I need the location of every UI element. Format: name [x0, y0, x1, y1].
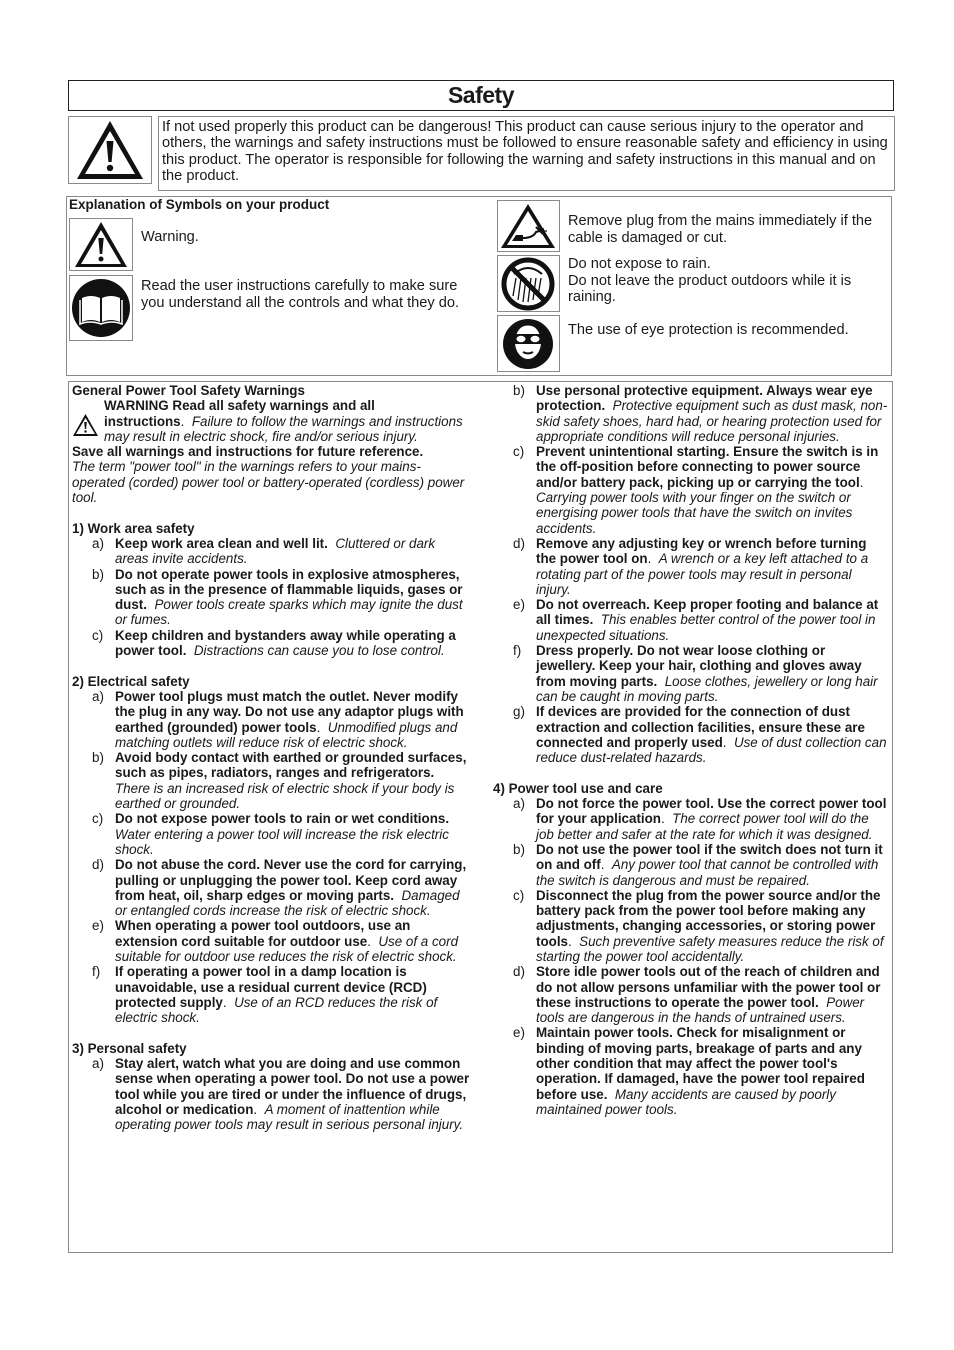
general-warning-line2: instructions. Failure to follow the warnings and instructions may result in electric shock, fire and/or serious injury. — [104, 413, 463, 444]
term-definition: The term "power tool" in the warnings refers to your mains-operated (corded) power tool or battery-operated (cordless) power tool. — [72, 459, 465, 506]
list-item: g) If devices are provided for the connection of dust extraction and collection facilities, ensure these are connected and properly used. Use of dust collection can reduce dust-related hazards. — [513, 704, 887, 766]
general-warning-bold: instructions — [104, 413, 181, 429]
warning-symbol-text: Warning. — [141, 229, 199, 245]
list-item: b) Do not use the power tool if the switch does not turn it on and off. Any power tool that cannot be controlled with the switch is dangerous and must be repaired. — [513, 841, 883, 888]
page-title: Safety — [447, 82, 515, 108]
list-item: a) Keep work area clean and well lit. Cluttered or dark areas invite accidents. — [92, 535, 436, 567]
list-item: c) Prevent unintentional starting. Ensure the switch is in the off-position before connecting to power source and/or battery pack, picking up or carrying the tool. Carrying power tools with your finger on the switch or energising power tools that have the switch on invites accidents. — [513, 444, 879, 536]
no-rain-text-2: Do not leave the product outdoors while it is raining. — [568, 272, 852, 305]
no-rain-text-1: Do not expose to rain. — [568, 256, 711, 272]
warning-symbol-icon — [69, 218, 133, 271]
list-item: c) Keep children and bystanders away while operating a power tool. Distractions can cause you to lose control. — [92, 627, 456, 659]
read-manual-icon — [69, 275, 133, 341]
no-rain-icon — [497, 255, 560, 312]
list-item: b) Avoid body contact with earthed or grounded surfaces, such as pipes, radiators, ranges and refrigerators. There is an increased risk of electric shock if your body is earthed or grounded. — [92, 750, 467, 812]
list-item: e) When operating a power tool outdoors, use an extension cord suitable for outdoor use. Use of a cord suitable for outdoor use reduces the risk of electric shock. — [92, 918, 459, 964]
left-column — [72, 383, 472, 1133]
list-item: d) Remove any adjusting key or wrench before turning the power tool on. A wrench or a key left attached to a rotating part of the power tools may result in personal injury. — [513, 535, 869, 597]
remove-plug-text: Remove plug from the mains immediately if the cable is damaged or cut. — [568, 213, 873, 246]
list-item: d) Do not abuse the cord. Never use the cord for carrying, pulling or unplugging the power tool. Keep cord away from heat, oil, sharp edges or moving parts. Damaged or entangled cords increase the risk of electric shock. — [92, 857, 467, 919]
list-item: e) Do not overreach. Keep proper footing and balance at all times. This enables better control of the power tool in unexpected situations. — [513, 597, 879, 643]
symbols-heading: Explanation of Symbols on your product — [69, 197, 330, 212]
electrical-heading: 2) Electrical safety — [72, 673, 190, 689]
list-item: c) Disconnect the plug from the power source and/or the battery pack from the power tool before making any adjustments, changing accessories, or storing power tools. Such preventive safety measures reduce the risk of starting the power tool accidentally. — [513, 887, 884, 964]
general-heading: General Power Tool Safety Warnings — [72, 383, 305, 398]
title-box — [68, 80, 894, 111]
list-item: e) Maintain power tools. Check for misalignment or binding of moving parts, breakage of parts and any other condition that may affect the power tool's operation. If damaged, have the power tool repaired before use. Many accidents are caused by poorly maintained power tools. — [513, 1025, 865, 1117]
list-item: c) Do not expose power tools to rain or wet conditions. Water entering a power tool will increase the risk electric shock. — [92, 811, 450, 857]
read-manual-text: Read the user instructions carefully to make sure you understand all the controls and what they do. — [141, 278, 460, 311]
list-item: d) Store idle power tools out of the reach of children and do not allow persons unfamiliar with the power tool or these instructions to operate the power tool. Power tools are dangerous in the hands of untrained users. — [513, 964, 881, 1026]
list-item: a) Do not force the power tool. Use the correct power tool for your application. The correct power tool will do the job better and safer at the rate for which it was designed. — [513, 796, 887, 842]
work-area-heading: 1) Work area safety — [72, 520, 195, 536]
small-warning-icon — [72, 413, 99, 437]
list-item: b) Use personal protective equipment. Always wear eye protection. Protective equipment such as dust mask, non-skid safety shoes, hard had, or hearing protection used for appropriate conditions will reduce personal injuries. — [513, 383, 888, 444]
remove-plug-icon — [497, 200, 560, 252]
intro-text: If not used properly this product can be dangerous! This product can cause serious injury to the operator and others, the warnings and safety instructions must be followed to ensure reasonable safety and efficiency in using this product. The operator is responsible for following the warning and safety instructions in this manual and on the product. — [158, 116, 895, 191]
list-item: a) Stay alert, watch what you are doing and use common sense when operating a power tool. Do not use a power tool while you are tired or under the influence of drugs, alcohol or medication. A moment of inattention while operating power tools may result in serious personal injury. — [92, 1056, 470, 1133]
eye-protection-text: The use of eye protection is recommended. — [568, 322, 849, 338]
personal-heading: 3) Personal safety — [72, 1040, 187, 1056]
general-warning-italic: Failure to follow the warnings and instructions may result in electric shock, fire and/or serious injury. — [104, 413, 463, 444]
list-item: a) Power tool plugs must match the outlet. Never modify the plug in any way. Do not use any adaptor plugs with earthed (grounded) power tools. Unmodified plugs and matching outlets will reduce risk of electric shock. — [92, 688, 464, 750]
general-warning-line1: WARNING Read all safety warnings and all — [104, 398, 375, 414]
warning-icon — [68, 116, 152, 184]
general-warning — [72, 398, 472, 444]
list-item: b) Do not operate power tools in explosive atmospheres, such as in the presence of flammable liquids, gases or dust. Power tools create sparks which may ignite the dust or fumes. — [92, 566, 463, 628]
no-rain-text — [568, 256, 888, 306]
tool-use-heading: 4) Power tool use and care — [493, 780, 663, 796]
list-item: f) Dress properly. Do not wear loose clothing or jewellery. Keep your hair, clothing and gloves away from moving parts. Loose clothes, jewellery or long hair can be caught in moving parts. — [513, 643, 878, 704]
eye-protection-icon — [497, 315, 560, 372]
list-item: f) If operating a power tool in a damp location is unavoidable, use a residual current device (RCD) protected supply. Use of an RCD reduces the risk of electric shock. — [92, 964, 438, 1026]
save-instructions: Save all warnings and instructions for future reference. — [72, 444, 424, 460]
right-column — [493, 383, 888, 1117]
